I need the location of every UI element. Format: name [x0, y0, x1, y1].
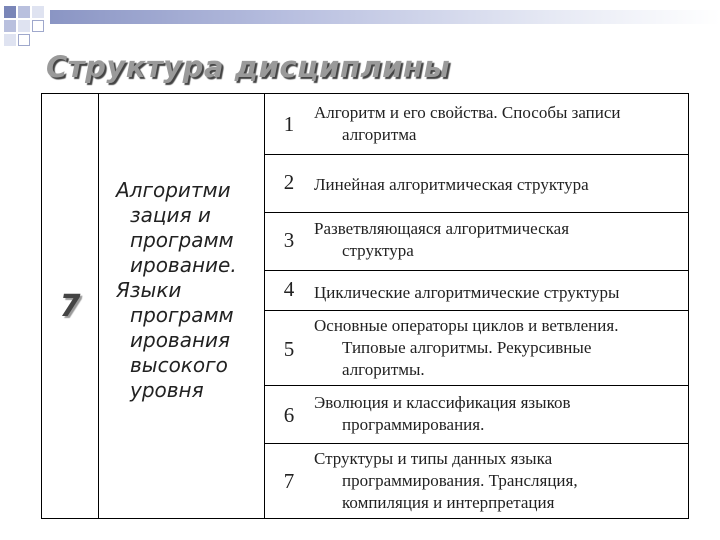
row-text	[314, 448, 686, 514]
unit-name-line: Языки	[116, 278, 182, 302]
row-divider	[264, 270, 688, 271]
row-text-line: Основные операторы циклов и ветвления.	[314, 316, 619, 335]
row-divider	[264, 310, 688, 311]
row-text-line: программирования. Трансляция,	[342, 471, 578, 490]
row-divider	[264, 212, 688, 213]
row-text-line: Алгоритм и его свойства. Способы записи	[314, 103, 621, 122]
unit-name-line: программ	[130, 228, 234, 252]
discipline-structure-table	[41, 93, 689, 519]
divider	[98, 94, 99, 518]
row-text-line: Типовые алгоритмы. Рекурсивные	[342, 338, 592, 357]
row-divider	[264, 385, 688, 386]
unit-name-line: ирования	[130, 328, 231, 352]
row-text-line: Эволюция и классификация языков	[314, 393, 571, 412]
row-text	[314, 392, 686, 436]
row-divider	[264, 154, 688, 155]
slide-title: Структура дисциплины	[46, 50, 451, 84]
row-number: 2	[283, 170, 295, 194]
unit-name	[116, 178, 266, 403]
unit-name-line: уровня	[130, 378, 204, 402]
unit-name-line: высокого	[130, 353, 228, 377]
row-number: 7	[283, 469, 295, 493]
row-text	[314, 174, 686, 196]
row-text	[314, 315, 686, 381]
row-text	[314, 102, 686, 146]
unit-name-line: ирование.	[130, 253, 237, 277]
row-number: 3	[283, 228, 295, 252]
header-gradient-bar	[50, 10, 720, 24]
row-text-line: Циклические алгоритмические структуры	[314, 283, 620, 302]
unit-name-line: программ	[130, 303, 234, 327]
row-number: 4	[283, 277, 295, 301]
row-number: 6	[283, 403, 295, 427]
row-text-line: алгоритма	[342, 125, 417, 144]
row-number: 1	[283, 112, 295, 136]
row-text-line: Разветвляющаяся алгоритмическая	[314, 219, 570, 238]
unit-name-line: зация и	[130, 203, 211, 227]
row-text-line: программирования.	[342, 415, 485, 434]
row-text-line: Структуры и типы данных языка	[314, 449, 553, 468]
row-divider	[264, 443, 688, 444]
row-number: 5	[283, 337, 295, 361]
row-text	[314, 282, 686, 304]
row-text-line: структура	[342, 241, 414, 260]
row-text-line: алгоритмы.	[342, 360, 425, 379]
unit-name-line: Алгоритми	[116, 178, 231, 202]
row-text	[314, 218, 686, 262]
unit-number: 7	[59, 288, 81, 324]
row-text-line: компиляция и интерпретация	[342, 493, 555, 512]
row-text-line: Линейная алгоритмическая структура	[314, 175, 589, 194]
